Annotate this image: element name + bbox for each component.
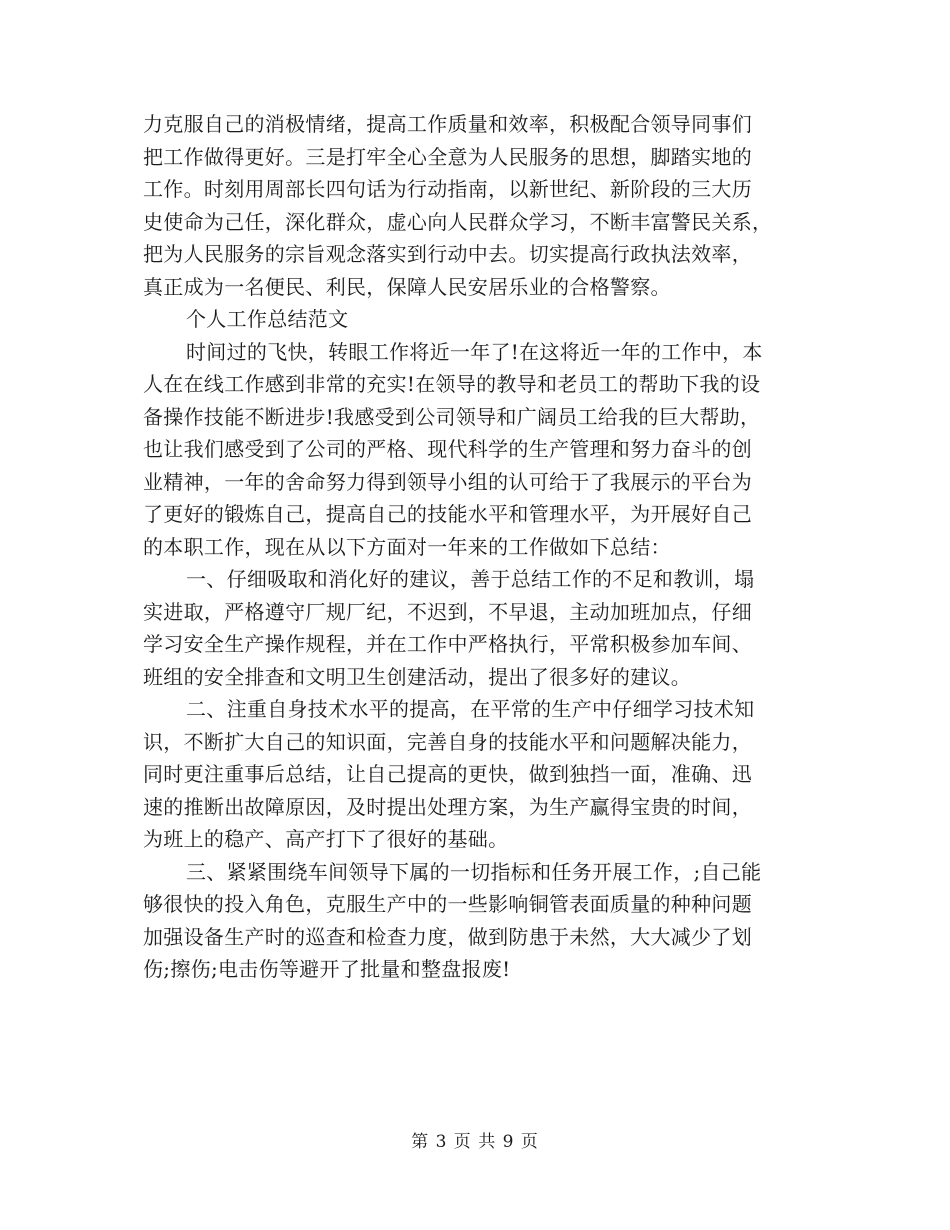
- text-line: 真正成为一名便民、利民，保障人民安居乐业的合格警察。: [143, 274, 671, 299]
- text-line: 业精神，一年的舍命努力得到领导小组的认可给于了我展示的平台为: [143, 469, 752, 494]
- text-line: 同时更注重事后总结，让自己提高的更快，做到独挡一面，准确、迅: [143, 762, 752, 786]
- text-line: 实进取，严格遵守厂规厂纪，不迟到，不早退，主动加班加点，仔细: [143, 599, 752, 624]
- text-line: 为班上的稳产、高产打下了很好的基础。: [143, 827, 509, 851]
- text-line: 个人工作总结范文: [186, 307, 349, 331]
- text-line: 速的推断出故障原因，及时提出处理方案，为生产赢得宝贵的时间，: [143, 794, 752, 819]
- text-line: 够很快的投入角色，克服生产中的一些影响铜管表面质量的种种问题: [143, 892, 752, 916]
- text-line: 识，不断扩大自己的知识面，完善自身的技能水平和问题解决能力，: [143, 729, 752, 754]
- text-line: 时间过的飞快，转眼工作将近一年了!在这将近一年的工作中，本: [186, 339, 763, 364]
- text-line: 史使命为己任，深化群众，虚心向人民群众学习，不断丰富警民关系，: [143, 209, 773, 234]
- text-line: 也让我们感受到了公司的严格、现代科学的生产管理和努力奋斗的创: [143, 437, 752, 461]
- page-number-footer: 第 3 页 共 9 页: [411, 1132, 539, 1152]
- text-line: 把为人民服务的宗旨观念落实到行动中去。切实提高行政执法效率，: [143, 242, 752, 266]
- text-line: 的本职工作，现在从以下方面对一年来的工作做如下总结：: [143, 534, 671, 559]
- text-line: 加强设备生产时的巡查和检查力度，做到防患于未然，大大减少了划: [143, 924, 752, 949]
- text-line: 学习安全生产操作规程，并在工作中严格执行，平常积极参加车间、: [143, 632, 752, 656]
- text-line: 把工作做得更好。三是打牢全心全意为人民服务的思想，脚踏实地的: [143, 144, 752, 169]
- text-line: 伤;擦伤;电击伤等避开了批量和整盘报废!: [143, 957, 511, 981]
- text-line: 一、仔细吸取和消化好的建议，善于总结工作的不足和教训，塌: [186, 567, 755, 591]
- text-line: 备操作技能不断进步!我感受到公司领导和广阔员工给我的巨大帮助，: [143, 404, 761, 429]
- text-line: 人在在线工作感到非常的充实!在领导的教导和老员工的帮助下我的设: [143, 372, 761, 396]
- text-line: 工作。时刻用周部长四句话为行动指南，以新世纪、新阶段的三大历: [143, 177, 752, 201]
- text-line: 了更好的锻炼自己，提高自己的技能水平和管理水平，为开展好自己: [143, 502, 752, 526]
- text-line: 班组的安全排查和文明卫生创建活动，提出了很多好的建议。: [143, 664, 692, 689]
- text-line: 力克服自己的消极情绪，提高工作质量和效率，积极配合领导同事们: [143, 112, 752, 136]
- document-body: [143, 108, 809, 986]
- text-line: 三、紧紧围绕车间领导下属的一切指标和任务开展工作，;自己能: [186, 859, 762, 884]
- text-line: 二、注重自身技术水平的提高，在平常的生产中仔细学习技术知: [186, 697, 755, 721]
